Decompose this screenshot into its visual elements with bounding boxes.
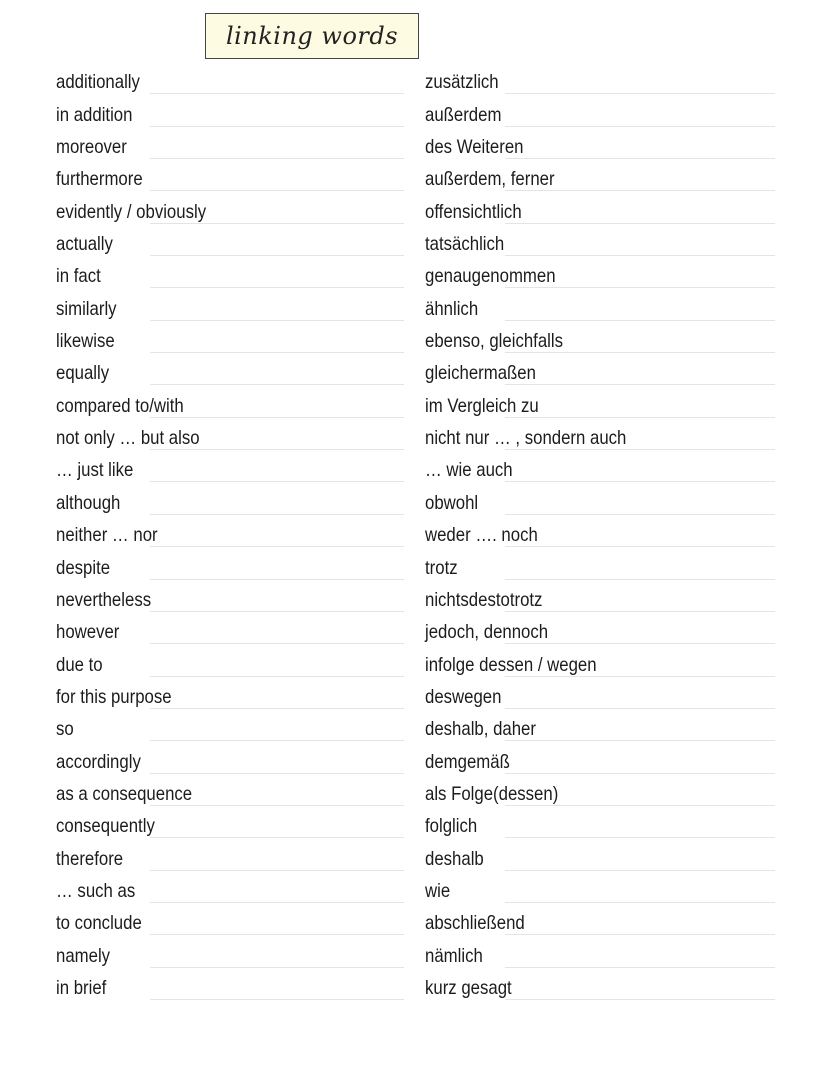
english-term: to conclude bbox=[56, 912, 142, 935]
german-term: folglich bbox=[425, 815, 478, 838]
english-term: neither … nor bbox=[56, 524, 158, 547]
english-term: despite bbox=[56, 556, 111, 579]
english-term: as a consequence bbox=[56, 782, 193, 805]
german-term: demgemäß bbox=[425, 750, 510, 773]
english-term: consequently bbox=[56, 815, 155, 838]
title-box bbox=[205, 13, 419, 59]
english-term: due to bbox=[56, 653, 103, 676]
writing-line bbox=[150, 287, 404, 288]
list-item bbox=[0, 519, 828, 551]
german-term: als Folge(dessen) bbox=[425, 782, 559, 805]
writing-line bbox=[505, 934, 775, 935]
german-term: … wie auch bbox=[425, 459, 513, 482]
writing-line bbox=[505, 967, 775, 968]
list-item bbox=[0, 778, 828, 810]
writing-line bbox=[505, 611, 775, 612]
list-item bbox=[0, 875, 828, 907]
list-item bbox=[0, 260, 828, 292]
german-term: ebenso, gleichfalls bbox=[425, 330, 563, 353]
list-item bbox=[0, 551, 828, 583]
writing-line bbox=[150, 384, 404, 385]
german-term: offensichtlich bbox=[425, 200, 522, 223]
writing-line bbox=[150, 805, 404, 806]
list-item bbox=[0, 939, 828, 971]
writing-line bbox=[505, 287, 775, 288]
english-term: equally bbox=[56, 362, 110, 385]
writing-line bbox=[150, 352, 404, 353]
list-item bbox=[0, 616, 828, 648]
writing-line bbox=[505, 740, 775, 741]
english-term: so bbox=[56, 718, 74, 741]
writing-line bbox=[505, 449, 775, 450]
list-item bbox=[0, 907, 828, 939]
german-term: gleichermaßen bbox=[425, 362, 536, 385]
writing-line bbox=[150, 837, 404, 838]
writing-line bbox=[150, 999, 404, 1000]
writing-line bbox=[505, 837, 775, 838]
list-item bbox=[0, 972, 828, 1004]
writing-line bbox=[505, 870, 775, 871]
german-term: nicht nur … , sondern auch bbox=[425, 427, 627, 450]
writing-line bbox=[505, 514, 775, 515]
list-item bbox=[0, 842, 828, 874]
english-term: furthermore bbox=[56, 168, 143, 191]
writing-line bbox=[150, 190, 404, 191]
writing-line bbox=[150, 546, 404, 547]
list-item bbox=[0, 422, 828, 454]
writing-line bbox=[505, 481, 775, 482]
writing-line bbox=[505, 676, 775, 677]
english-term: nevertheless bbox=[56, 588, 152, 611]
writing-line bbox=[505, 805, 775, 806]
english-term: similarly bbox=[56, 297, 117, 320]
list-item bbox=[0, 325, 828, 357]
english-term: compared to/with bbox=[56, 394, 184, 417]
german-term: trotz bbox=[425, 556, 458, 579]
writing-line bbox=[505, 320, 775, 321]
writing-line bbox=[505, 223, 775, 224]
german-term: nichtsdestotrotz bbox=[425, 588, 543, 611]
writing-line bbox=[150, 449, 404, 450]
german-term: genaugenommen bbox=[425, 265, 556, 288]
writing-line bbox=[150, 579, 404, 580]
german-term: deshalb, daher bbox=[425, 718, 536, 741]
english-term: in addition bbox=[56, 103, 133, 126]
english-term: namely bbox=[56, 944, 111, 967]
writing-line bbox=[150, 643, 404, 644]
writing-line bbox=[505, 643, 775, 644]
writing-line bbox=[150, 740, 404, 741]
writing-line bbox=[150, 158, 404, 159]
english-term: actually bbox=[56, 233, 113, 256]
english-term: although bbox=[56, 491, 121, 514]
german-term: zusätzlich bbox=[425, 71, 499, 94]
german-term: ähnlich bbox=[425, 297, 479, 320]
writing-line bbox=[150, 320, 404, 321]
german-term: wie bbox=[425, 879, 451, 902]
list-item bbox=[0, 681, 828, 713]
list-item bbox=[0, 389, 828, 421]
german-term: infolge dessen / wegen bbox=[425, 653, 597, 676]
german-term: jedoch, dennoch bbox=[425, 621, 549, 644]
writing-line bbox=[150, 934, 404, 935]
list-item bbox=[0, 195, 828, 227]
writing-line bbox=[505, 255, 775, 256]
english-term: therefore bbox=[56, 847, 124, 870]
english-term: for this purpose bbox=[56, 685, 172, 708]
english-term: evidently / obviously bbox=[56, 200, 207, 223]
list-item bbox=[0, 584, 828, 616]
list-item bbox=[0, 66, 828, 98]
german-term: abschließend bbox=[425, 912, 525, 935]
writing-line bbox=[150, 481, 404, 482]
german-term: deshalb bbox=[425, 847, 484, 870]
list-item bbox=[0, 454, 828, 486]
writing-line bbox=[150, 255, 404, 256]
writing-line bbox=[505, 773, 775, 774]
list-item bbox=[0, 131, 828, 163]
list-item bbox=[0, 648, 828, 680]
writing-line bbox=[505, 126, 775, 127]
writing-line bbox=[150, 708, 404, 709]
writing-line bbox=[150, 514, 404, 515]
german-term: nämlich bbox=[425, 944, 483, 967]
writing-line bbox=[505, 384, 775, 385]
german-term: außerdem, ferner bbox=[425, 168, 555, 191]
english-term: in fact bbox=[56, 265, 101, 288]
writing-line bbox=[150, 870, 404, 871]
list-item bbox=[0, 745, 828, 777]
writing-line bbox=[505, 902, 775, 903]
writing-line bbox=[505, 417, 775, 418]
english-term: in brief bbox=[56, 976, 107, 999]
writing-line bbox=[150, 417, 404, 418]
list-item bbox=[0, 292, 828, 324]
english-term: accordingly bbox=[56, 750, 141, 773]
english-term: however bbox=[56, 621, 120, 644]
writing-line bbox=[505, 158, 775, 159]
german-term: des Weiteren bbox=[425, 136, 524, 159]
german-term: außerdem bbox=[425, 103, 502, 126]
english-term: not only … but also bbox=[56, 427, 200, 450]
writing-line bbox=[150, 773, 404, 774]
list-item bbox=[0, 228, 828, 260]
list-item bbox=[0, 713, 828, 745]
writing-line bbox=[150, 967, 404, 968]
german-term: kurz gesagt bbox=[425, 976, 512, 999]
writing-line bbox=[150, 902, 404, 903]
vocabulary-list bbox=[0, 66, 828, 1004]
writing-line bbox=[505, 93, 775, 94]
list-item bbox=[0, 98, 828, 130]
english-term: … just like bbox=[56, 459, 134, 482]
writing-line bbox=[505, 708, 775, 709]
list-item bbox=[0, 357, 828, 389]
german-term: deswegen bbox=[425, 685, 502, 708]
writing-line bbox=[150, 223, 404, 224]
writing-line bbox=[150, 611, 404, 612]
writing-line bbox=[150, 676, 404, 677]
writing-line bbox=[505, 546, 775, 547]
writing-line bbox=[505, 579, 775, 580]
writing-line bbox=[505, 999, 775, 1000]
german-term: im Vergleich zu bbox=[425, 394, 539, 417]
writing-line bbox=[505, 352, 775, 353]
english-term: … such as bbox=[56, 879, 136, 902]
list-item bbox=[0, 163, 828, 195]
german-term: weder …. noch bbox=[425, 524, 538, 547]
english-term: moreover bbox=[56, 136, 127, 159]
writing-line bbox=[150, 93, 404, 94]
english-term: likewise bbox=[56, 330, 115, 353]
english-term: additionally bbox=[56, 71, 140, 94]
german-term: tatsächlich bbox=[425, 233, 505, 256]
writing-line bbox=[150, 126, 404, 127]
german-term: obwohl bbox=[425, 491, 479, 514]
list-item bbox=[0, 810, 828, 842]
writing-line bbox=[505, 190, 775, 191]
page-title: linking words bbox=[225, 22, 399, 50]
list-item bbox=[0, 486, 828, 518]
